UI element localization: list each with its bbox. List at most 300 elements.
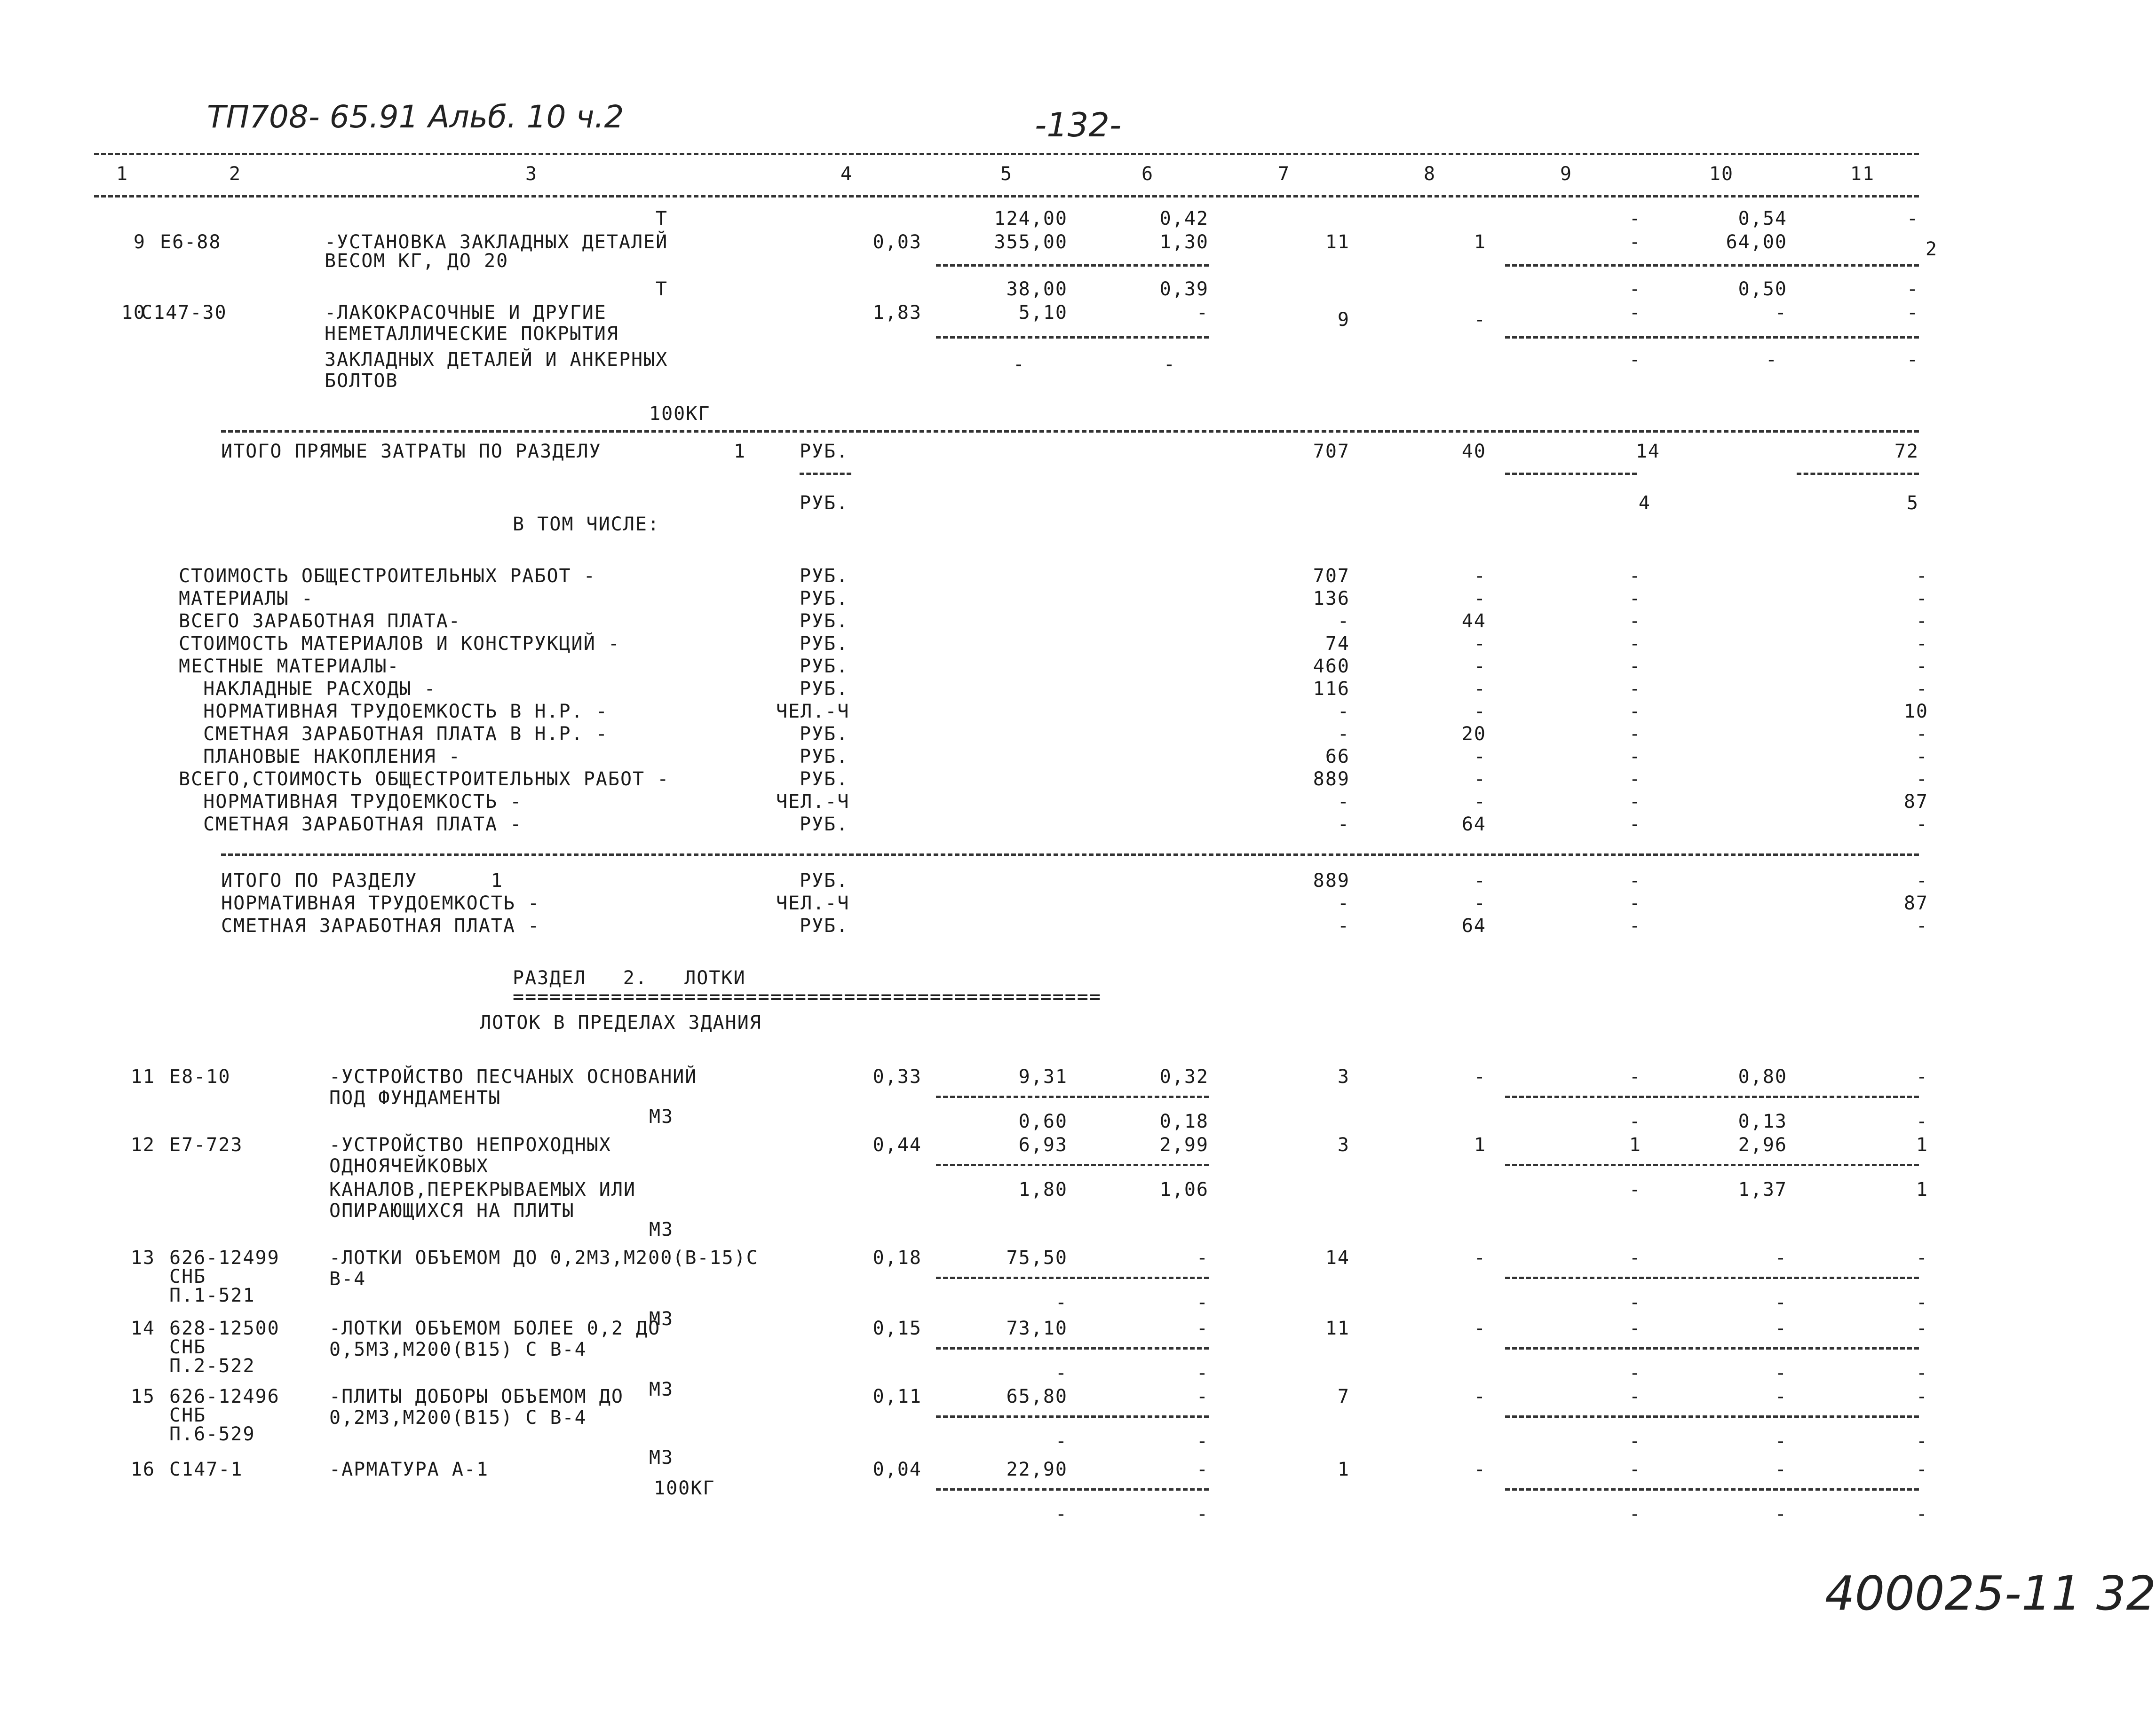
cell-c6: 0,18 [1159, 1111, 1209, 1132]
cell-c5: 75,50 [1006, 1247, 1068, 1269]
cell-c11: - [1916, 1247, 1928, 1269]
separator-line [800, 473, 851, 475]
cell-c9: - [1629, 1066, 1641, 1088]
cell-c5: 0,60 [1018, 1111, 1068, 1132]
row-code: 626-12499 [169, 1247, 280, 1269]
row-description: ЗАКЛАДНЫХ ДЕТАЛЕЙ И АНКЕРНЫХ [325, 349, 668, 371]
cell-c11: - [1906, 208, 1919, 229]
document-header: ТП708- 65.91 Альб. 10 ч.2 [207, 99, 624, 135]
column-header: 3 [525, 163, 538, 185]
cell-c11: - [1916, 656, 1928, 677]
column-header: 5 [1000, 163, 1013, 185]
breakdown-label: МЕСТНЫЕ МАТЕРИАЛЫ- [179, 656, 400, 677]
cell-c9: - [1629, 915, 1641, 937]
column-header: 2 [229, 163, 242, 185]
row-description: ОПИРАЮЩИХСЯ НА ПЛИТЫ [329, 1200, 575, 1222]
row-code: СНБ [169, 1405, 206, 1426]
cell-c7: 66 [1325, 746, 1350, 767]
row-description: ВЕСОМ КГ, ДО 20 [325, 250, 509, 272]
cell-c8: - [1474, 656, 1486, 677]
cell-c6: 2,99 [1159, 1134, 1209, 1156]
unit-label: ЧЕЛ.-Ч [776, 701, 850, 722]
cell-c11: - [1906, 278, 1919, 300]
unit-label: Т [655, 278, 668, 300]
unit-label: РУБ. [800, 723, 849, 745]
cell-c5: 124,00 [994, 208, 1068, 229]
row-number: 15 [130, 1386, 155, 1407]
unit-label: РУБ. [800, 588, 849, 609]
row-code: П.2-522 [169, 1355, 255, 1377]
cell-c7: 136 [1313, 588, 1350, 609]
total-label: НОРМАТИВНАЯ ТРУДОЕМКОСТЬ - [221, 893, 540, 914]
cell-c8: 44 [1461, 610, 1486, 632]
cell-c7: 11 [1325, 1318, 1350, 1339]
cell-c10: 1,37 [1738, 1179, 1787, 1201]
cell-c7: 9 [1337, 309, 1350, 331]
cell-c9: 1 [1629, 1134, 1641, 1156]
breakdown-label: НОРМАТИВНАЯ ТРУДОЕМКОСТЬ - [179, 791, 523, 813]
cell-c7: 889 [1313, 870, 1350, 892]
cell-c8: 64 [1461, 814, 1486, 835]
cell-c7: 889 [1313, 768, 1350, 790]
cell-c5: - [1055, 1430, 1068, 1452]
row-code: С147-30 [141, 302, 227, 324]
row-code: СНБ [169, 1336, 206, 1358]
cell-c6: - [1196, 302, 1209, 324]
cell-c11: - [1916, 1292, 1928, 1313]
cell-c4: 0,15 [872, 1318, 922, 1339]
cell-c5: 1,80 [1018, 1179, 1068, 1201]
cell-c9: - [1629, 1386, 1641, 1407]
cell-c11: - [1916, 1111, 1928, 1132]
cell-c8: 20 [1461, 723, 1486, 745]
row-description: -УСТРОЙСТВО НЕПРОХОДНЫХ [329, 1134, 611, 1156]
row-code: СНБ [169, 1266, 206, 1288]
unit-label: М3 [649, 1106, 674, 1128]
cell-c9: - [1629, 768, 1641, 790]
cell-c11: - [1916, 1318, 1928, 1339]
cell-c11: 2 [1925, 238, 1938, 260]
cell-c6: - [1196, 1503, 1209, 1525]
cell-c9: - [1629, 1430, 1641, 1452]
section-title-underline: ================================================ [513, 986, 1102, 1008]
cell-c7: - [1337, 723, 1350, 745]
cell-c8: - [1474, 1459, 1486, 1480]
cell-c9: - [1629, 565, 1641, 587]
cell-c7: 707 [1313, 441, 1350, 462]
cell-c11: - [1916, 1430, 1928, 1452]
cell-c6: - [1196, 1247, 1209, 1269]
unit-label: М3 [649, 1219, 674, 1240]
cell-c11: 87 [1903, 893, 1928, 914]
breakdown-label: СТОИМОСТЬ МАТЕРИАЛОВ И КОНСТРУКЦИЙ - [179, 633, 620, 655]
cell-c8: 40 [1461, 441, 1486, 462]
unit-label: РУБ. [800, 870, 849, 892]
row-description: -ЛАКОКРАСОЧНЫЕ И ДРУГИЕ [325, 302, 607, 324]
cell-c6: 0,39 [1159, 278, 1209, 300]
total-label: СМЕТНАЯ ЗАРАБОТНАЯ ПЛАТА - [221, 915, 540, 937]
header-bottom-line [94, 195, 1919, 197]
row-code: С147-1 [169, 1459, 243, 1480]
cell-c9: - [1629, 1111, 1641, 1132]
cell-c9: - [1629, 208, 1641, 229]
cell-c9: - [1629, 870, 1641, 892]
unit-label: ЧЕЛ.-Ч [776, 791, 850, 813]
row-number: 9 [133, 231, 146, 253]
row-number: 13 [130, 1247, 155, 1269]
cell-c9: - [1629, 1362, 1641, 1384]
cell-c6: - [1196, 1430, 1209, 1452]
cell-c11: - [1916, 723, 1928, 745]
cell-c9: - [1629, 1503, 1641, 1525]
cell-c10: - [1775, 1318, 1787, 1339]
total-label: ИТОГО ПРЯМЫЕ ЗАТРАТЫ ПО РАЗДЕЛУ [221, 441, 602, 462]
row-number: 10 [121, 302, 146, 324]
cell-c8: - [1474, 768, 1486, 790]
cell-c8: - [1474, 1318, 1486, 1339]
row-description: -АРМАТУРА А-1 [329, 1459, 489, 1480]
cell-c11: - [1916, 610, 1928, 632]
cell-c9: - [1629, 231, 1641, 253]
cell-c6: - [1196, 1459, 1209, 1480]
cell-c9: 4 [1638, 492, 1651, 514]
cell-c5: - [1055, 1503, 1068, 1525]
separator-line [1505, 1347, 1919, 1350]
unit-label: РУБ. [800, 746, 849, 767]
cell-c11: - [1916, 870, 1928, 892]
cell-c11: - [1916, 915, 1928, 937]
cell-c10: - [1775, 1247, 1787, 1269]
cell-c4: 0,11 [872, 1386, 922, 1407]
unit-label: М3 [649, 1379, 674, 1400]
row-number: 16 [130, 1459, 155, 1480]
cell-c11: - [1916, 768, 1928, 790]
cell-c11: - [1916, 1503, 1928, 1525]
row-code: П.6-529 [169, 1423, 255, 1445]
breakdown-label: СМЕТНАЯ ЗАРАБОТНАЯ ПЛАТА - [179, 814, 523, 835]
page-number: -132- [1035, 106, 1122, 144]
cell-c8: - [1474, 1386, 1486, 1407]
cell-c7: 707 [1313, 565, 1350, 587]
cell-c6: 0,32 [1159, 1066, 1209, 1088]
breakdown-label: СМЕТНАЯ ЗАРАБОТНАЯ ПЛАТА В Н.Р. - [179, 723, 608, 745]
unit-label: РУБ. [800, 915, 849, 937]
row-description: КАНАЛОВ,ПЕРЕКРЫВАЕМЫХ ИЛИ [329, 1179, 636, 1201]
breakdown-label: ВСЕГО ЗАРАБОТНАЯ ПЛАТА- [179, 610, 461, 632]
unit-label: РУБ. [800, 565, 849, 587]
cell-c10: - [1775, 1430, 1787, 1452]
separator-line [936, 1347, 1209, 1350]
separator-line [1505, 473, 1637, 475]
cell-c6: - [1196, 1292, 1209, 1313]
row-description: НЕМЕТАЛЛИЧЕСКИЕ ПОКРЫТИЯ [325, 323, 619, 345]
cell-c6: - [1196, 1362, 1209, 1384]
column-header: 7 [1277, 163, 1291, 185]
cell-c4: 0,04 [872, 1459, 922, 1480]
cell-c8: - [1474, 1247, 1486, 1269]
cell-c9: 14 [1635, 441, 1660, 462]
cell-c10: 0,80 [1738, 1066, 1787, 1088]
unit-label: РУБ. [800, 492, 849, 514]
column-header: 6 [1141, 163, 1154, 185]
separator-line [1797, 473, 1919, 475]
cell-c5: 73,10 [1006, 1318, 1068, 1339]
row-description: -УСТРОЙСТВО ПЕСЧАНЫХ ОСНОВАНИЙ [329, 1066, 698, 1088]
row-description: В-4 [329, 1268, 366, 1290]
unit-label: М3 [649, 1447, 674, 1469]
cell-c11: 87 [1903, 791, 1928, 813]
row-code: Е7-723 [169, 1134, 243, 1156]
cell-c11: - [1906, 349, 1919, 371]
unit-label: РУБ. [800, 678, 849, 700]
cell-c8: 1 [1474, 1134, 1486, 1156]
row-number: 14 [130, 1318, 155, 1339]
separator-line [1505, 1096, 1919, 1098]
cell-c7: - [1337, 791, 1350, 813]
cell-c11: - [1916, 633, 1928, 655]
cell-c7: - [1337, 915, 1350, 937]
cell-c9: - [1629, 1318, 1641, 1339]
row-description: 0,2М3,М200(В15) С В-4 [329, 1407, 587, 1429]
separator-line [936, 1164, 1209, 1166]
cell-c10: 64,00 [1726, 231, 1787, 253]
document-code: 400025-11 32 [1825, 1566, 2156, 1621]
cell-c9: - [1629, 1459, 1641, 1480]
unit-label: РУБ. [800, 656, 849, 677]
separator-line [221, 853, 1919, 856]
separator-line [1505, 336, 1919, 339]
cell-c8: - [1474, 791, 1486, 813]
unit-label: ЧЕЛ.-Ч [776, 893, 850, 914]
cell-c11: - [1916, 814, 1928, 835]
column-header: 4 [840, 163, 853, 185]
cell-c10: - [1775, 1503, 1787, 1525]
cell-c8: - [1474, 746, 1486, 767]
cell-c11: - [1906, 302, 1919, 324]
cell-c11: 1 [1916, 1134, 1928, 1156]
row-description: -ЛОТКИ ОБЪЕМОМ БОЛЕЕ 0,2 ДО [329, 1318, 661, 1339]
cell-c10: 0,50 [1738, 278, 1787, 300]
separator-line [936, 1488, 1209, 1491]
breakdown-label: МАТЕРИАЛЫ - [179, 588, 314, 609]
cell-c11: - [1916, 588, 1928, 609]
cell-c4: 0,44 [872, 1134, 922, 1156]
cell-c8: 1 [1474, 231, 1486, 253]
unit-label: РУБ. [800, 814, 849, 835]
section-subtitle: ЛОТОК В ПРЕДЕЛАХ ЗДАНИЯ [480, 1012, 762, 1034]
cell-c7: 3 [1337, 1134, 1350, 1156]
cell-c10: - [1765, 349, 1778, 371]
cell-c8: - [1474, 1066, 1486, 1088]
cell-c7: 11 [1325, 231, 1350, 253]
cell-c7: 1 [1337, 1459, 1350, 1480]
cell-c5: - [1055, 1292, 1068, 1313]
cell-c8: - [1474, 309, 1486, 331]
cell-c5: 65,80 [1006, 1386, 1068, 1407]
cell-c7: 116 [1313, 678, 1350, 700]
column-header: 11 [1850, 163, 1875, 185]
row-code: П.1-521 [169, 1285, 255, 1306]
cell-c9: - [1629, 791, 1641, 813]
unit-label: М3 [649, 1308, 674, 1330]
cell-c11: - [1916, 1362, 1928, 1384]
section-number: 1 [734, 441, 746, 462]
cell-c10: 0,54 [1738, 208, 1787, 229]
cell-c11: 1 [1916, 1179, 1928, 1201]
total-label: ИТОГО ПО РАЗДЕЛУ 1 [221, 870, 503, 892]
column-header: 8 [1423, 163, 1436, 185]
cell-c5: 9,31 [1018, 1066, 1068, 1088]
cell-c7: 74 [1325, 633, 1350, 655]
cell-c10: - [1775, 302, 1787, 324]
row-description: ПОД ФУНДАМЕНТЫ [329, 1087, 501, 1109]
cell-c10: - [1775, 1459, 1787, 1480]
breakdown-label: НОРМАТИВНАЯ ТРУДОЕМКОСТЬ В Н.Р. - [179, 701, 608, 722]
separator-line [221, 430, 1919, 433]
cell-c9: - [1629, 610, 1641, 632]
row-code: Е6-88 [160, 231, 222, 253]
unit-label: РУБ. [800, 610, 849, 632]
breakdown-label: СТОИМОСТЬ ОБЩЕСТРОИТЕЛЬНЫХ РАБОТ - [179, 565, 596, 587]
cell-c7: - [1337, 814, 1350, 835]
separator-line [1505, 1415, 1919, 1418]
column-header: 10 [1709, 163, 1734, 185]
breakdown-label: ПЛАНОВЫЕ НАКОПЛЕНИЯ - [179, 746, 461, 767]
cell-c9: - [1629, 349, 1641, 371]
separator-line [1505, 1277, 1919, 1279]
cell-c5: 5,10 [1018, 302, 1068, 324]
subsection-label: В ТОМ ЧИСЛЕ: [513, 513, 660, 535]
separator-line [936, 264, 1209, 267]
unit-label: РУБ. [800, 768, 849, 790]
cell-c4: 0,03 [872, 231, 922, 253]
cell-c10: - [1775, 1386, 1787, 1407]
cell-c6: - [1163, 354, 1176, 375]
cell-c10: - [1775, 1292, 1787, 1313]
row-code: Е8-10 [169, 1066, 231, 1088]
cell-c9: - [1629, 1247, 1641, 1269]
cell-c6: 1,06 [1159, 1179, 1209, 1201]
unit-label: 100КГ [649, 403, 711, 425]
separator-line [1505, 264, 1919, 267]
cell-c10: - [1775, 1362, 1787, 1384]
column-header: 9 [1560, 163, 1573, 185]
cell-c9: - [1629, 678, 1641, 700]
cell-c9: - [1629, 633, 1641, 655]
cell-c5: 22,90 [1006, 1459, 1068, 1480]
cell-c9: - [1629, 893, 1641, 914]
cell-c5: 355,00 [994, 231, 1068, 253]
cell-c11: - [1916, 678, 1928, 700]
cell-c11: - [1916, 1386, 1928, 1407]
row-number: 12 [130, 1134, 155, 1156]
cell-c11: - [1916, 746, 1928, 767]
separator-line [936, 336, 1209, 339]
row-description: БОЛТОВ [325, 370, 398, 392]
row-description: ОДНОЯЧЕЙКОВЫХ [329, 1155, 489, 1177]
cell-c9: - [1629, 746, 1641, 767]
cell-c8: - [1474, 633, 1486, 655]
cell-c9: - [1629, 1179, 1641, 1201]
cell-c9: - [1629, 278, 1641, 300]
unit-label: РУБ. [800, 441, 849, 462]
unit-label: РУБ. [800, 633, 849, 655]
breakdown-label: ВСЕГО,СТОИМОСТЬ ОБЩЕСТРОИТЕЛЬНЫХ РАБОТ - [179, 768, 670, 790]
section-title: РАЗДЕЛ 2. ЛОТКИ [513, 967, 746, 989]
cell-c4: 0,33 [872, 1066, 922, 1088]
row-description: 0,5М3,М200(В15) С В-4 [329, 1339, 587, 1360]
row-description: -ЛОТКИ ОБЪЕМОМ ДО 0,2М3,М200(В-15)С [329, 1247, 759, 1269]
cell-c9: - [1629, 1292, 1641, 1313]
column-header: 1 [116, 163, 129, 185]
cell-c9: - [1629, 588, 1641, 609]
cell-c8: - [1474, 678, 1486, 700]
cell-c8: - [1474, 701, 1486, 722]
cell-c10: 2,96 [1738, 1134, 1787, 1156]
unit-label: Т [655, 208, 668, 229]
cell-c7: 460 [1313, 656, 1350, 677]
separator-line [1505, 1164, 1919, 1166]
cell-c7: 3 [1337, 1066, 1350, 1088]
cell-c8: - [1474, 565, 1486, 587]
cell-c6: - [1196, 1318, 1209, 1339]
cell-c6: - [1196, 1386, 1209, 1407]
cell-c8: - [1474, 588, 1486, 609]
cell-c11: 5 [1906, 492, 1919, 514]
cell-c11: - [1916, 1066, 1928, 1088]
cell-c9: - [1629, 656, 1641, 677]
cell-c11: 10 [1903, 701, 1928, 722]
cell-c5: - [1013, 354, 1025, 375]
cell-c4: 1,83 [872, 302, 922, 324]
row-code: 628-12500 [169, 1318, 280, 1339]
separator-line [936, 1415, 1209, 1418]
cell-c4: 0,18 [872, 1247, 922, 1269]
cell-c6: 0,42 [1159, 208, 1209, 229]
cell-c5: 38,00 [1006, 278, 1068, 300]
cell-c10: 0,13 [1738, 1111, 1787, 1132]
row-number: 11 [130, 1066, 155, 1088]
row-description: -УСТАНОВКА ЗАКЛАДНЫХ ДЕТАЛЕЙ [325, 231, 668, 253]
cell-c7: - [1337, 893, 1350, 914]
header-top-line [94, 153, 1919, 155]
separator-line [936, 1096, 1209, 1098]
breakdown-label: НАКЛАДНЫЕ РАСХОДЫ - [179, 678, 436, 700]
cell-c9: - [1629, 814, 1641, 835]
cell-c5: 6,93 [1018, 1134, 1068, 1156]
cell-c9: - [1629, 723, 1641, 745]
cell-c9: - [1629, 701, 1641, 722]
cell-c11: 72 [1894, 441, 1919, 462]
separator-line [936, 1277, 1209, 1279]
unit-label: 100КГ [654, 1477, 715, 1499]
cell-c8: - [1474, 870, 1486, 892]
cell-c6: 1,30 [1159, 231, 1209, 253]
cell-c11: - [1916, 565, 1928, 587]
cell-c7: 7 [1337, 1386, 1350, 1407]
cell-c7: - [1337, 610, 1350, 632]
cell-c7: - [1337, 701, 1350, 722]
cell-c7: 14 [1325, 1247, 1350, 1269]
separator-line [1505, 1488, 1919, 1491]
cell-c11: - [1916, 1459, 1928, 1480]
cell-c8: 64 [1461, 915, 1486, 937]
cell-c5: - [1055, 1362, 1068, 1384]
cell-c8: - [1474, 893, 1486, 914]
row-code: 626-12496 [169, 1386, 280, 1407]
row-description: -ПЛИТЫ ДОБОРЫ ОБЪЕМОМ ДО [329, 1386, 624, 1407]
cell-c9: - [1629, 302, 1641, 324]
